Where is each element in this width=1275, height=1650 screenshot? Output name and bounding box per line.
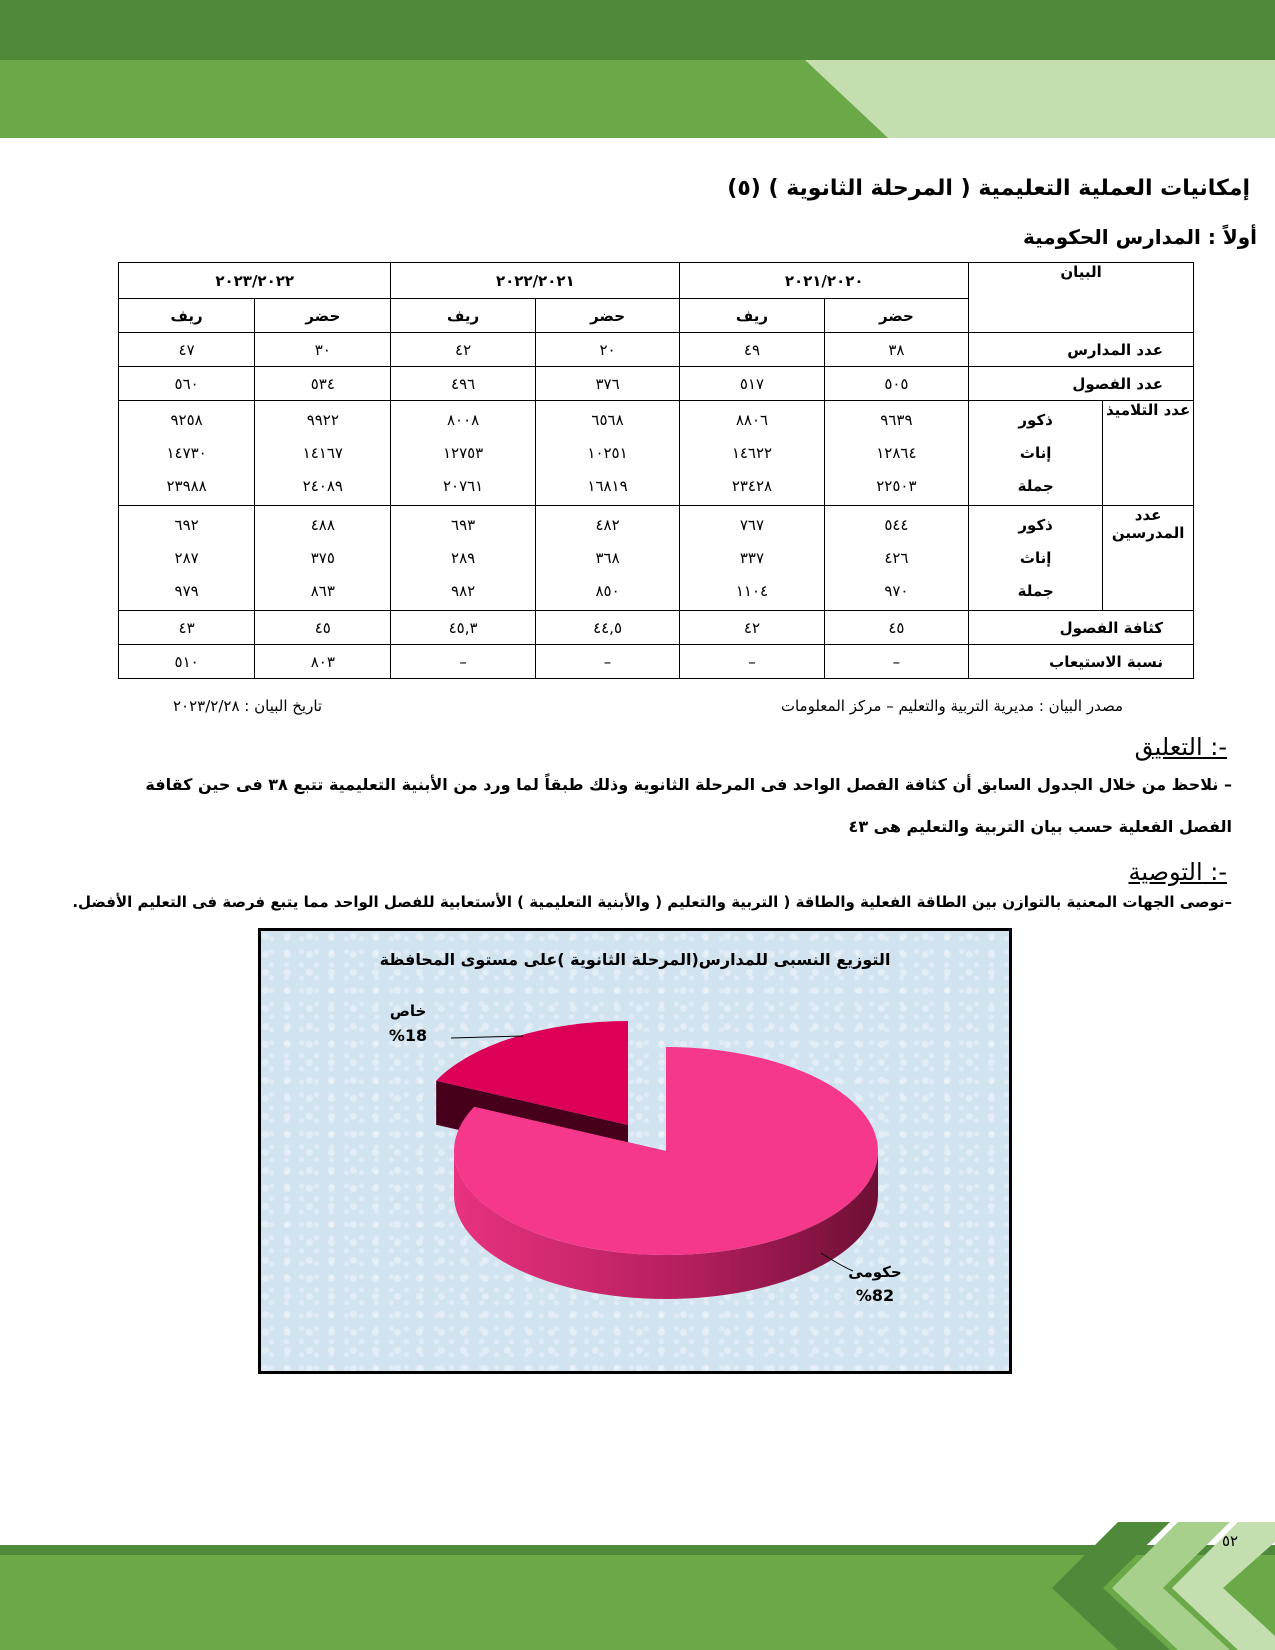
cell-value: ٣٣٧	[739, 548, 765, 567]
cell-value: ١٠٢٥١	[587, 443, 628, 462]
gender-labels	[969, 401, 1103, 506]
cell-value: ٦٥٦٨	[591, 410, 624, 429]
table-cell	[824, 506, 968, 611]
cell-value: ٣٧٥	[310, 548, 335, 567]
cell-value: ٢٣٩٨٨	[166, 477, 207, 496]
cell-value: ٢٠٧٦١	[442, 477, 484, 496]
cell-value: ٦٩٢	[174, 515, 199, 534]
table-row	[119, 367, 1194, 401]
data-source: مصدر البيان : مديرية التربية والتعليم – مركز المعلومات	[780, 697, 1123, 715]
pie-label-private: خاص	[389, 1002, 427, 1020]
pie-group	[436, 1021, 878, 1299]
table-cell: ٥١٧	[680, 367, 824, 401]
table-cell: –	[824, 645, 968, 679]
cell-value: ٢٨٧	[174, 548, 199, 567]
table-cell: ٤٢	[391, 333, 535, 367]
table-cell: –	[680, 645, 824, 679]
sub-label: ذكور	[1018, 515, 1053, 534]
table-cell: ٤٣	[119, 611, 255, 645]
row-label: كثافة الفصول	[969, 611, 1194, 645]
comment-heading: التعليق :-	[1134, 733, 1227, 761]
cell-value: ٢٨٩	[451, 548, 476, 567]
comment-text: – نلاحظ من خلال الجدول السابق أن كثافة الفصل الواحد فى المرحلة الثانوية وذلك طبقاً لما ورد من الأبنية التعليمية تتبع ٣٨ فى حين كقافة الفصل الفعلية حسب بيان التربية والتعليم هى ٤٣	[145, 775, 1232, 836]
table-row	[119, 611, 1194, 645]
sub-label: ذكور	[1018, 410, 1053, 429]
rural-header: ريف	[680, 299, 824, 333]
table-cell: ٤٥,٣	[391, 611, 535, 645]
cell-value: ٥٤٤	[884, 515, 909, 534]
row-label: نسبة الاستيعاب	[969, 645, 1194, 679]
table-row	[119, 645, 1194, 679]
cell-value: ٩٦٣٩	[880, 410, 913, 429]
table-cell: ٤٥	[255, 611, 391, 645]
cell-value: ٧٦٧	[739, 515, 765, 534]
row-label: عدد المدارس	[969, 333, 1194, 367]
pie-value-govt: %82	[855, 1286, 895, 1305]
section-title: (٥) إمكانيات العملية التعليمية ( المرحلة الثانوية )	[727, 176, 1250, 201]
table-cell: ٥٣٤	[255, 367, 391, 401]
cell-value: ٤٨٢	[595, 515, 620, 534]
table-cell	[391, 506, 535, 611]
cell-value: ٣٦٨	[595, 548, 620, 567]
table-cell	[535, 401, 679, 506]
section-subtitle: أولاً : المدارس الحكومية	[1023, 225, 1257, 249]
table-cell	[255, 506, 391, 611]
table-cell	[680, 401, 824, 506]
table-cell	[119, 506, 255, 611]
recommendation-heading: التوصية :-	[1128, 858, 1227, 886]
table-row	[119, 333, 1194, 367]
table-cell: ٣٨	[824, 333, 968, 367]
table-cell: –	[391, 645, 535, 679]
year-header: ٢٠٢٣/٢٠٢٢	[119, 263, 391, 299]
sub-label: إناث	[1019, 548, 1052, 567]
table-row-teachers	[119, 506, 1194, 611]
header-band	[0, 0, 1275, 140]
table-cell	[391, 401, 535, 506]
cell-value: ١٤١٦٧	[302, 443, 343, 462]
urban-header: حضر	[255, 299, 391, 333]
cell-value: ٨٨٠٦	[735, 410, 769, 429]
cell-value: ١١٠٤	[735, 582, 769, 601]
rural-header: ريف	[391, 299, 535, 333]
cell-value: ٤٨٨	[310, 515, 335, 534]
table-cell: ٣٧٦	[535, 367, 679, 401]
table-cell	[680, 506, 824, 611]
cell-value: ١٦٨١٩	[587, 477, 628, 496]
urban-header: حضر	[824, 299, 968, 333]
table-header-row	[119, 263, 1194, 299]
table-cell: ٨٠٣	[255, 645, 391, 679]
footer-band	[0, 1510, 1275, 1650]
table-cell: ٥١٠	[119, 645, 255, 679]
data-date: تاريخ البيان : ٢٠٢٣/٢/٢٨	[173, 697, 323, 715]
table-cell: –	[535, 645, 679, 679]
gender-labels	[969, 506, 1103, 611]
pie-chart	[258, 928, 1012, 1374]
urban-header: حضر	[535, 299, 679, 333]
cell-value: ٨٥٠	[595, 582, 620, 601]
sub-label: إناث	[1019, 443, 1052, 462]
recommendation-text: –نوصى الجهات المعنية بالتوازن بين الطاقة الفعلية والطاقة ( التربية والتعليم ( والأبنية التعليمية ) الأستعابية للفصل الواحد مما يتبع فرصة فى التعليم الأفضل.	[72, 893, 1232, 911]
cell-value: ١٤٦٢٢	[731, 443, 773, 462]
sub-label: جملة	[1017, 582, 1054, 601]
table-cell	[119, 401, 255, 506]
pie-value-private: %18	[388, 1026, 428, 1045]
cell-value: ٩٩٢٢	[306, 410, 339, 429]
year-header: ٢٠٢٢/٢٠٢١	[391, 263, 680, 299]
cell-value: ٤٢٦	[884, 548, 909, 567]
table-cell: ٤٥	[824, 611, 968, 645]
year-header: ٢٠٢١/٢٠٢٠	[680, 263, 969, 299]
cell-value: ٨٦٣	[310, 582, 335, 601]
table-cell: ٤٢	[680, 611, 824, 645]
table-cell: ٤٩٦	[391, 367, 535, 401]
label-leader-line	[451, 1036, 523, 1038]
cell-value: ٩٧٠	[884, 582, 909, 601]
table-cell: ٥٠٥	[824, 367, 968, 401]
row-label: عدد الفصول	[969, 367, 1194, 401]
table-cell: ٤٤,٥	[535, 611, 679, 645]
cell-value: ٩٧٩	[174, 582, 199, 601]
cell-value: ٢٢٥٠٣	[876, 477, 917, 496]
table-cell: ٢٠	[535, 333, 679, 367]
cell-value: ٦٩٣	[451, 515, 476, 534]
page-number: ٥٢	[1222, 1532, 1239, 1550]
cell-value: ٨٠٠٨	[446, 410, 480, 429]
sub-label: جملة	[1017, 477, 1054, 496]
rural-header: ريف	[119, 299, 255, 333]
table-cell: ٥٦٠	[119, 367, 255, 401]
table-cell: ٤٧	[119, 333, 255, 367]
education-stats-table	[118, 262, 1194, 679]
table-row-students	[119, 401, 1194, 506]
cell-value: ٢٤٠٨٩	[302, 477, 343, 496]
table-cell	[255, 401, 391, 506]
cell-value: ١٢٧٥٣	[442, 443, 484, 462]
row-label: عدد المدرسين	[1103, 506, 1194, 611]
chart-title: التوزيع النسبى للمدارس(المرحلة الثانوية )على مستوى المحافظة	[379, 950, 891, 969]
row-label: عدد التلاميذ	[1103, 401, 1194, 506]
pie-label-govt: حكومى	[848, 1263, 902, 1281]
table-cell: ٤٩	[680, 333, 824, 367]
cell-value: ٩٨٢	[451, 582, 476, 601]
table-cell	[824, 401, 968, 506]
cell-value: ٩٢٥٨	[170, 410, 203, 429]
cell-value: ١٤٧٣٠	[166, 443, 207, 462]
cell-value: ٢٣٤٢٨	[731, 477, 773, 496]
table-cell: ٣٠	[255, 333, 391, 367]
cell-value: ١٢٨٦٤	[876, 443, 917, 462]
table-cell	[535, 506, 679, 611]
statement-header: البيان	[969, 263, 1194, 333]
